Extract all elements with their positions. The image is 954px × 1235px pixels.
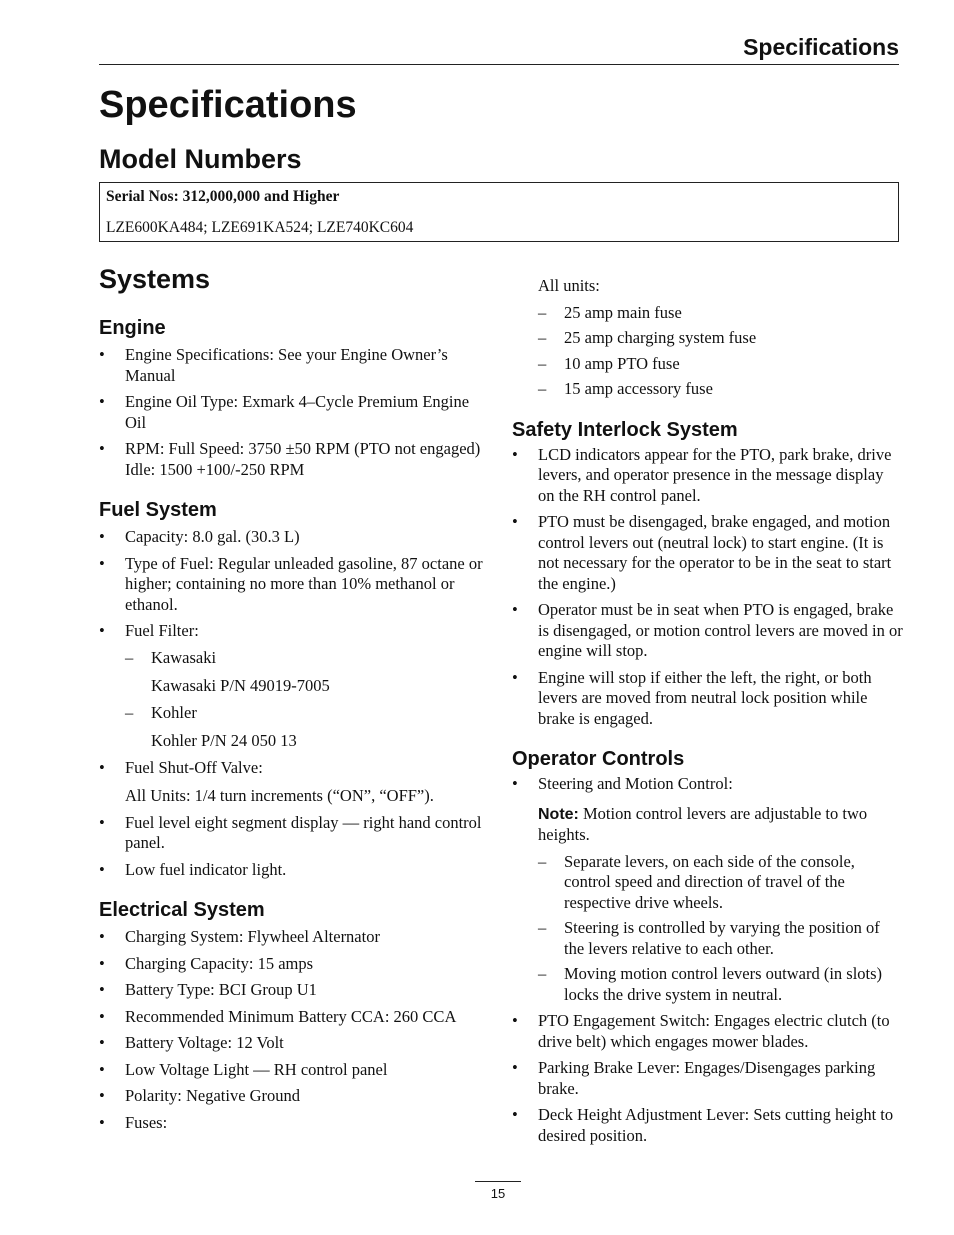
left-column <box>99 316 489 1139</box>
engine-heading: Engine <box>99 317 166 339</box>
dash-icon: – <box>538 302 547 322</box>
dash-icon: – <box>125 647 134 667</box>
list-item: – Moving motion control levers outward (in slots) locks the drive system in neutral. <box>538 964 883 1004</box>
list-item: • PTO Engagement Switch: Engages electric clutch (to drive belt) which engages mower blades. <box>512 1011 890 1051</box>
list-item: • Engine Specifications: See your Engine Owner’s Manual <box>99 345 448 385</box>
list-item: • Parking Brake Lever: Engages/Disengages parking brake. <box>512 1058 876 1098</box>
list-item: • Charging Capacity: 15 amps <box>99 953 314 973</box>
serial-label: Serial Nos: 312,000,000 and Higher <box>106 188 340 205</box>
model-list: LZE600KA484; LZE691KA524; LZE740KC604 <box>106 219 414 236</box>
bullet-icon: • <box>512 1058 518 1077</box>
shutoff-detail: All Units: 1/4 turn increments (“ON”, “OFF”). <box>125 786 434 805</box>
bullet-icon: • <box>99 927 105 946</box>
bullet-icon: • <box>512 1105 518 1124</box>
list-item: • Recommended Minimum Battery CCA: 260 CCA <box>99 1006 457 1026</box>
model-numbers-table <box>99 182 899 242</box>
bullet-icon: • <box>99 527 105 546</box>
list-item: • Deck Height Adjustment Lever: Sets cutting height to desired position. <box>512 1105 894 1145</box>
engine-list <box>99 345 489 480</box>
note <box>538 804 904 846</box>
list-item: • Steering and Motion Control: Note: Motion control levers are adjustable to two heights. – Separate levers, on each side of the console, control speed and direction of travel of the respective drive wheels. – Steering is controlled by varying the position of the levers relative to each other. – Moving motion control levers outward (in slots) locks the drive system in neutral. <box>512 774 904 1005</box>
dash-icon: – <box>538 851 547 871</box>
bullet-icon: • <box>512 512 518 531</box>
systems-heading: Systems <box>99 264 211 294</box>
kawasaki-part-number: Kawasaki P/N 49019-7005 <box>151 676 330 695</box>
list-item: – 10 amp PTO fuse <box>538 353 680 373</box>
note-text: Motion control levers are adjustable to two heights. <box>538 803 868 844</box>
list-item: – Steering is controlled by varying the position of the levers relative to each other. <box>538 918 880 958</box>
fuel-filter-sublist <box>125 648 489 752</box>
bullet-icon: • <box>99 953 105 973</box>
bullet-icon: • <box>99 1033 105 1052</box>
list-item: • Fuel level eight segment display — right hand control panel. <box>99 812 482 852</box>
bullet-icon: • <box>99 1006 105 1026</box>
bullet-icon: • <box>512 774 518 793</box>
bullet-icon: • <box>512 444 518 464</box>
list-item: • Operator must be in seat when PTO is engaged, brake is disengaged, or motion control levers are moved in or engine will stop. <box>512 600 903 660</box>
list-item: • Type of Fuel: Regular unleaded gasoline, 87 octane or higher; containing no more than 10% methanol or ethanol. <box>99 553 483 614</box>
bullet-icon: • <box>99 1059 105 1079</box>
bullet-icon: • <box>512 1011 518 1030</box>
steering-sublist <box>538 852 904 1006</box>
dash-icon: – <box>538 379 547 398</box>
list-item: • Engine will stop if either the left, the right, or both levers are moved from neutral lock position while brake is engaged. <box>512 667 872 728</box>
safety-interlock-heading: Safety Interlock System <box>512 418 738 441</box>
operator-controls-heading: Operator Controls <box>512 748 685 770</box>
list-item: • Low fuel indicator light. <box>99 859 287 879</box>
note-label: Note: <box>538 805 579 823</box>
bullet-icon: • <box>99 1112 105 1132</box>
fuel-system-heading: Fuel System <box>99 499 217 521</box>
list-item: – Kawasaki Kawasaki P/N 49019-7005 <box>125 648 489 697</box>
operator-list <box>512 774 904 1146</box>
dash-icon: – <box>125 702 134 722</box>
list-item: • Low Voltage Light — RH control panel <box>99 1059 388 1079</box>
footer-rule <box>475 1181 521 1182</box>
dash-icon: – <box>538 328 547 347</box>
list-item: • Battery Type: BCI Group U1 <box>99 980 317 999</box>
list-item: • Battery Voltage: 12 Volt <box>99 1033 284 1052</box>
bullet-icon: • <box>99 439 105 458</box>
list-item: • Fuel Filter: – Kawasaki Kawasaki P/N 49019-7005 – Kohler Kohler P/N 24 050 13 <box>99 621 489 752</box>
list-item: – Kohler Kohler P/N 24 050 13 <box>125 703 489 752</box>
list-item: • Fuel Shut-Off Valve: All Units: 1/4 turn increments (“ON”, “OFF”). <box>99 758 489 807</box>
model-numbers-heading: Model Numbers <box>99 144 302 174</box>
list-item: • RPM: Full Speed: 3750 ±50 RPM (PTO not engaged) Idle: 1500 +100/-250 RPM <box>99 439 481 479</box>
list-item: • LCD indicators appear for the PTO, park brake, drive levers, and operator presence in the message display on the RH control panel. <box>512 444 892 505</box>
header-rule <box>99 64 899 65</box>
page-number: 15 <box>490 1186 506 1201</box>
dash-icon: – <box>538 964 547 983</box>
bullet-icon: • <box>99 980 105 999</box>
electrical-system-heading: Electrical System <box>99 899 265 921</box>
kohler-part-number: Kohler P/N 24 050 13 <box>151 731 297 750</box>
safety-list <box>512 445 904 730</box>
list-item: • PTO must be disengaged, brake engaged, and motion control levers out (neutral lock) to start engine. (It is not necessary for the operator to be in the seat to start the engine.) <box>512 512 892 593</box>
list-item: – 15 amp accessory fuse <box>538 379 713 398</box>
bullet-icon: • <box>99 553 105 573</box>
bullet-icon: • <box>99 621 105 640</box>
fuel-list <box>99 527 489 880</box>
list-item: – 25 amp main fuse <box>538 302 682 322</box>
list-item: • Polarity: Negative Ground <box>99 1086 301 1105</box>
all-units-label: All units: <box>538 276 600 295</box>
bullet-icon: • <box>512 600 518 619</box>
page-title: Specifications <box>99 84 357 126</box>
bullet-icon: • <box>512 667 518 687</box>
list-item: • Charging System: Flywheel Alternator <box>99 927 380 946</box>
bullet-icon: • <box>99 812 105 832</box>
list-item: • Capacity: 8.0 gal. (30.3 L) <box>99 527 300 546</box>
bullet-icon: • <box>99 1086 105 1105</box>
list-item: • Fuses: <box>99 1112 168 1132</box>
dash-icon: – <box>538 918 547 937</box>
electrical-list <box>99 927 489 1133</box>
running-header-title: Specifications <box>743 34 899 60</box>
bullet-icon: • <box>99 859 105 879</box>
list-item: • Engine Oil Type: Exmark 4–Cycle Premium Engine Oil <box>99 392 470 432</box>
bullet-icon: • <box>99 345 105 364</box>
bullet-icon: • <box>99 392 105 411</box>
list-item: – 25 amp charging system fuse <box>538 328 757 347</box>
right-column <box>512 276 904 1152</box>
bullet-icon: • <box>99 757 105 777</box>
fuse-list <box>538 303 904 400</box>
list-item: – Separate levers, on each side of the console, control speed and direction of travel of the respective drive wheels. <box>538 851 855 912</box>
dash-icon: – <box>538 353 547 373</box>
